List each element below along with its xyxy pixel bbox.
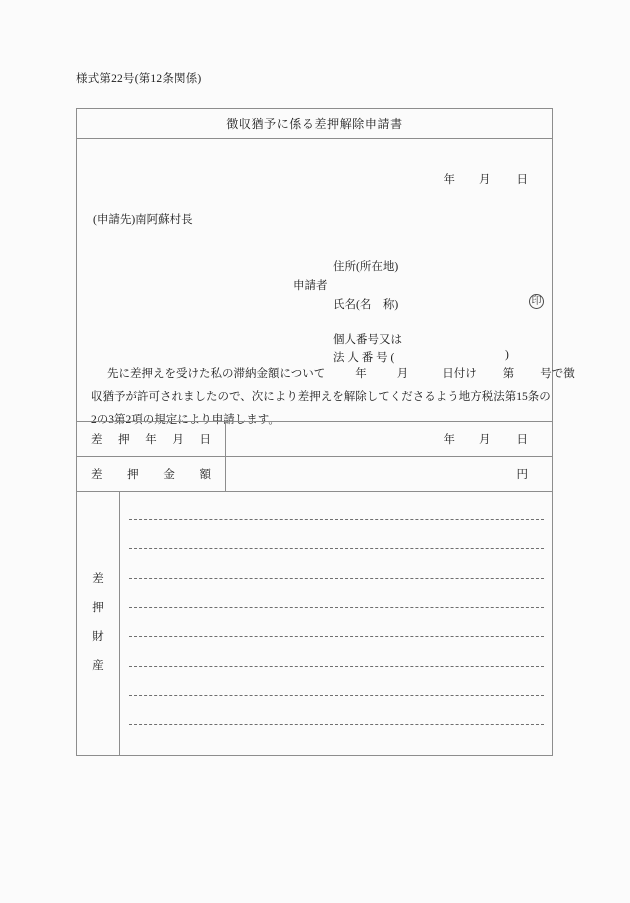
statement-line1-month: 月 — [396, 368, 409, 380]
property-write-line[interactable] — [129, 666, 544, 667]
applicant-name-label: 氏名(名 称) — [333, 299, 399, 311]
property-write-line[interactable] — [129, 548, 544, 549]
seized-property-label-char-0: 差 — [92, 573, 104, 585]
form-upper-block — [77, 138, 575, 426]
seized-property-label-char-1: 押 — [92, 602, 104, 614]
statement-line1-year: 年 — [355, 368, 367, 380]
seizure-amount-unit: 円 — [516, 468, 528, 481]
statement-line1-gou: 号で徴 — [540, 368, 575, 380]
applicant-block-label: 申請者 — [293, 280, 328, 292]
seizure-amount-label — [77, 456, 225, 491]
seizure-date-value-cell[interactable] — [225, 421, 552, 456]
seized-property-block — [77, 491, 552, 755]
mynumber-paren-close: ) — [505, 349, 509, 361]
applicant-address-label: 住所(所在地) — [333, 261, 399, 273]
submission-date-month: 月 — [479, 174, 491, 186]
seizure-date-year: 年 — [443, 433, 455, 446]
property-write-line[interactable] — [129, 695, 544, 696]
seizure-amount-label-char-3: 額 — [199, 468, 211, 481]
form-title-row — [77, 109, 552, 138]
property-write-line[interactable] — [129, 519, 544, 520]
seizure-date-month: 月 — [479, 433, 491, 446]
seizure-date-row — [77, 421, 552, 456]
seizure-date-label-char-0: 差 — [91, 433, 103, 446]
seizure-amount-label-char-2: 金 — [163, 468, 175, 481]
seizure-amount-label-char-1: 押 — [127, 468, 139, 481]
mynumber-label-line2: 法 人 番 号 ( — [333, 352, 395, 364]
seizure-amount-row — [77, 456, 552, 491]
seized-property-label-char-2: 財 — [92, 631, 104, 643]
seizure-date-label-char-1: 押 — [118, 433, 130, 446]
recipient-line: (申請先)南阿蘇村長 — [93, 214, 193, 226]
seizure-date-label-char-2: 年 — [145, 433, 157, 446]
seizure-date-label-char-4: 日 — [199, 433, 211, 446]
statement-line-2: 収猶予が許可されましたので、次により差押えを解除してくださるよう地方税法第15条の — [91, 391, 551, 403]
application-form-table — [76, 108, 575, 756]
seizure-amount-label-char-0: 差 — [91, 468, 103, 481]
seizure-date-label-char-3: 月 — [172, 433, 184, 446]
divider-vertical-property — [119, 491, 120, 755]
property-write-line[interactable] — [129, 607, 544, 608]
seized-property-label — [77, 491, 119, 755]
statement-line1-text: 先に差押えを受けた私の滞納金額について — [107, 368, 326, 380]
property-write-line[interactable] — [129, 636, 544, 637]
seizure-date-day: 日 — [516, 433, 528, 446]
seizure-amount-value-cell[interactable] — [225, 456, 552, 491]
statement-line-1 — [91, 363, 575, 386]
mynumber-label-line1: 個人番号又は — [333, 334, 402, 346]
submission-date-year: 年 — [443, 174, 455, 186]
statement-line-3: 2の3第2項の規定により申請します。 — [91, 414, 280, 426]
divider-vertical-middle-rows — [225, 421, 226, 491]
seized-property-write-area[interactable] — [119, 491, 552, 755]
statement-line1-day-suffix: 日付け — [442, 368, 477, 380]
seizure-date-label — [77, 421, 225, 456]
seal-stamp-icon: 印 — [529, 294, 544, 309]
form-title: 徴収猶予に係る差押解除申請書 — [226, 117, 403, 131]
submission-date-line — [444, 171, 529, 187]
property-write-line[interactable] — [129, 724, 544, 725]
seized-property-label-char-3: 産 — [92, 660, 104, 672]
statement-line1-dai: 第 — [502, 368, 515, 380]
property-write-line[interactable] — [129, 578, 544, 579]
form-number: 様式第22号(第12条関係) — [76, 73, 202, 85]
submission-date-day: 日 — [516, 174, 528, 186]
